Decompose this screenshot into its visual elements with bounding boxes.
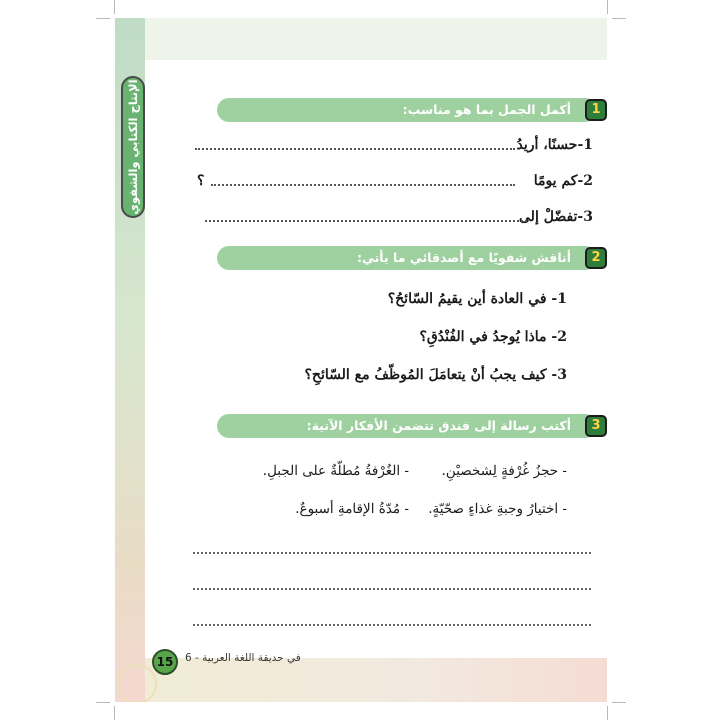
- crop-mark: [96, 702, 110, 703]
- crop-mark: [114, 706, 115, 720]
- discussion-question-1: 1- في العادة أين يقيمُ السّائحُ؟: [387, 291, 567, 307]
- section-3-title: أكتب رسالة إلى فندق تتضمن الأفكار الآتية:: [306, 418, 571, 433]
- decorative-circle: [117, 664, 157, 702]
- fill-line-1: [193, 132, 593, 158]
- page-number-badge: 15: [152, 649, 178, 675]
- section-3-number: 3: [585, 415, 607, 437]
- section-1-number: 1: [585, 99, 607, 121]
- worksheet-area: [145, 60, 607, 658]
- crop-mark: [607, 0, 608, 14]
- answer-dotted-line[interactable]: [211, 184, 515, 186]
- letter-idea-4: - مُدّةُ الإقامةِ أسبوعٌ.: [295, 501, 409, 517]
- section-3-header: [217, 414, 601, 438]
- fill-line-3-text: 3-تفضّلْ إلى: [519, 209, 593, 225]
- book-title: في حديقة اللغة العربية - 6: [185, 652, 301, 664]
- workbook-page: [115, 18, 607, 702]
- unit-side-tab-label: الإنتاج الكتابي والشفوي: [126, 79, 140, 215]
- writing-line-1[interactable]: [193, 552, 591, 554]
- answer-dotted-line[interactable]: [195, 148, 515, 150]
- letter-idea-3: - اختيارُ وجبةِ غذاءٍ صحّيّةٍ.: [428, 501, 567, 517]
- writing-line-3[interactable]: [193, 624, 591, 626]
- fill-line-1-text: 1-حسنًا، أريدُ: [516, 137, 593, 153]
- discussion-question-2: 2- ماذا يُوجدُ في الفُنْدُقِ؟: [419, 329, 567, 345]
- crop-mark: [612, 702, 626, 703]
- writing-line-2[interactable]: [193, 588, 591, 590]
- section-2-title: أناقش شفويًا مع أصدقائي ما يأتي:: [356, 250, 571, 265]
- section-1-header: [217, 98, 601, 122]
- section-2-number: 2: [585, 247, 607, 269]
- unit-side-tab: [121, 76, 145, 218]
- fill-line-2-end: ؟: [197, 173, 205, 189]
- discussion-question-3: 3- كيف يجبُ أنْ يتعامَلَ المُوظّفُ مع السّائحِ؟: [304, 367, 567, 383]
- crop-mark: [607, 706, 608, 720]
- section-1-title: أكمل الجمل بما هو مناسب:: [402, 102, 571, 117]
- crop-mark: [96, 18, 110, 19]
- section-2-header: [217, 246, 601, 270]
- fill-line-2-text: 2-كم يومًا: [533, 173, 593, 189]
- letter-idea-1: - حجزُ غُرْفةٍ لِشخصيْنِ.: [441, 463, 567, 479]
- crop-mark: [612, 18, 626, 19]
- fill-line-3: [193, 204, 593, 230]
- footer-band: [145, 658, 607, 702]
- fill-line-2: [193, 168, 593, 194]
- crop-mark: [114, 0, 115, 14]
- answer-dotted-line[interactable]: [205, 220, 527, 222]
- letter-idea-2: - الغُرْفةُ مُطلّةٌ على الجبلِ.: [262, 463, 409, 479]
